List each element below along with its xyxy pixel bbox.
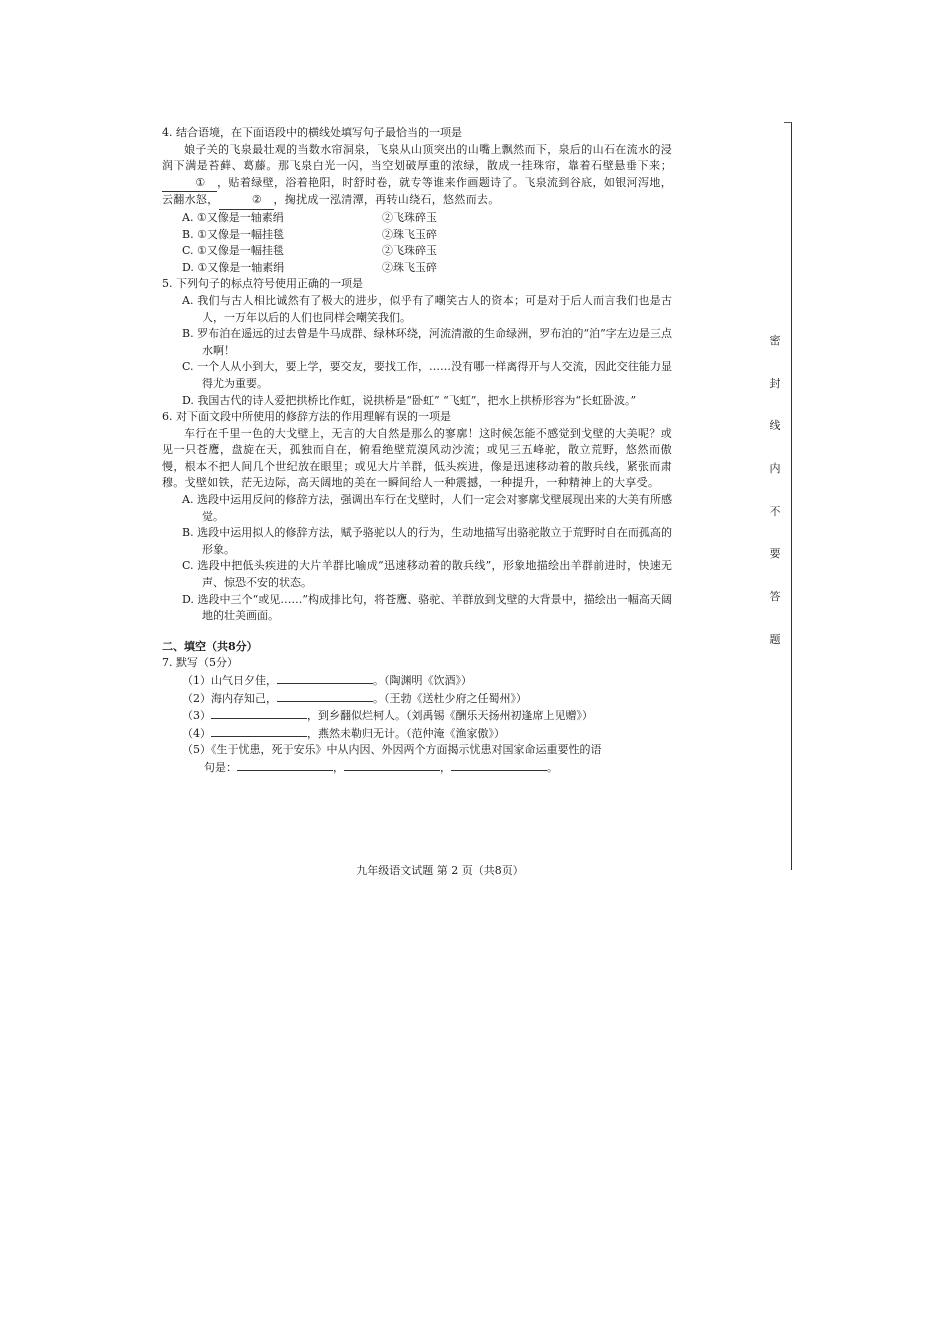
fill-suffix: ，燕然未勒归无计。（范仲淹《渔家傲》） — [307, 726, 505, 740]
fill-prefix: （1）山气日夕佳， — [182, 674, 277, 687]
fill-items — [162, 672, 672, 777]
fill-item-2 — [182, 690, 672, 708]
fill-item-3 — [182, 707, 672, 725]
option-c: C. 一个人从小到大，要上学，要交友，要找工作，……没有哪一样离得开与人交流，因此交往能力显得尤为重要。 — [182, 360, 672, 390]
fill-suffix: ，到乡翻似烂柯人。（刘禹锡《酬乐天扬州初逢席上见赠》） — [307, 709, 593, 723]
binding-notice-char: 密 — [769, 334, 781, 347]
fill-separator: ， — [333, 760, 344, 774]
option-row — [162, 260, 672, 277]
fill-prefix: （3） — [182, 709, 211, 723]
fill-prefix: 句是： — [204, 760, 237, 774]
question-7 — [162, 655, 672, 776]
passage-text: ，掬扰成一泓清潭，再转山绕石，悠然而去。 — [273, 193, 500, 207]
page-footer: 九年级语文试题 第 2 页（共8页） — [356, 864, 524, 877]
fill-separator: ， — [440, 760, 451, 774]
passage-text: 娘子关的飞泉最壮观的当数水帘洞泉，飞泉从山顶突出的山嘴上飘然而下，泉后的山石在流水的浸润下满是苔藓、葛藤。那飞泉白光一闪，当空划破厚重的浓绿，散成一挂珠帘，靠着石壁悬垂下来； — [162, 142, 672, 173]
binding-notice-char: 要 — [769, 547, 781, 561]
option-b-part2: ②珠飞玉碎 — [382, 227, 437, 241]
option-row — [162, 243, 672, 260]
fill-suffix: 。（陶渊明《饮酒》） — [373, 674, 472, 687]
fill-item-5 — [182, 742, 672, 759]
answer-blank[interactable] — [211, 725, 307, 737]
question-4-head: 4. 结合语境，在下面语段中的横线处填写句子最恰当的一项是 — [162, 126, 462, 139]
fill-prefix: （5）《生于忧患，死于安乐》中从内因、外因两个方面揭示忧患对国家命运重要性的语 — [182, 743, 602, 757]
fill-item-4 — [182, 725, 672, 743]
fill-suffix: 。（王勃《送杜少府之任蜀州》） — [373, 691, 527, 705]
answer-blank-1 — [162, 175, 217, 193]
option-d-part2: ②珠飞玉碎 — [382, 260, 437, 274]
blank-label: ① — [195, 175, 206, 189]
question-4 — [162, 125, 672, 276]
binding-notice-char: 答 — [769, 590, 781, 604]
question-5-head: 5. 下列句子的标点符号使用正确的一项是 — [162, 277, 363, 291]
question-4-passage — [162, 142, 672, 210]
question-6 — [162, 409, 672, 625]
question-7-head: 7. 默写（5分） — [162, 656, 238, 670]
option-c-part2: ②飞珠碎玉 — [382, 244, 437, 258]
option-b-part1: B. ①又像是一幅挂毯 — [182, 227, 284, 241]
binding-line-tick — [784, 122, 792, 123]
passage-text: ，贴着绿壁，浴着艳阳，时舒时卷，就专等谁来作画题诗了。飞泉流到谷底，如银河泻地，云翻水怒， — [162, 175, 672, 207]
option-c-part1: C. ①又像是一幅挂毯 — [182, 244, 284, 258]
fill-suffix: 。 — [547, 760, 558, 774]
option-a: A. 选段中运用反问的修辞方法，强调出车行在戈壁时，人们一定会对寥廓戈壁展现出来的大美有所感觉。 — [182, 493, 672, 523]
fill-item-5-line2 — [182, 759, 672, 777]
binding-line — [791, 122, 792, 870]
option-a-part2: ②飞珠碎玉 — [382, 210, 437, 224]
binding-notice-char: 线 — [769, 419, 781, 433]
fill-prefix: （4） — [182, 726, 211, 740]
option-d-part1: D. ①又像是一轴素绢 — [182, 260, 285, 274]
option-c: C. 选段中把低头疾进的大片羊群比喻成“迅速移动着的散兵线”，形象地描绘出羊群前进时，快速无声、惊恐不安的状态。 — [182, 559, 672, 590]
binding-notice — [765, 332, 785, 674]
section-heading: 二、填空（共8分） — [162, 639, 258, 653]
exam-content — [162, 125, 672, 777]
binding-notice-char: 封 — [769, 376, 781, 390]
question-5 — [162, 276, 672, 409]
answer-blank[interactable] — [211, 707, 307, 719]
answer-blank[interactable] — [344, 759, 440, 771]
fill-item-1 — [182, 672, 672, 690]
question-6-passage: 车行在千里一色的大戈壁上，无言的大自然是那么的寥廓！这时候怎能不感觉到戈壁的大美呢？或见一只苍鹰，盘旋在天，孤独而自在，俯看绝壁荒漠风动沙流；或见三五峰驼，散立荒野，悠然而傲慢，根本不把人间几个世纪放在眼里；或见大片羊群，低头疾进，像是迅速移动着的散兵线，紧张而肃穆。戈壁如铁，茫无边际，高天阔地的美在一瞬间给人一种震撼，一种提升，一种精神上的大享受。 — [162, 426, 672, 490]
option-d: D. 选段中三个“或见……”构成排比句，将苍鹰、骆驼、羊群放到戈壁的大背景中，描绘出一幅高天阔地的壮美画面。 — [182, 592, 672, 623]
answer-blank[interactable] — [451, 759, 547, 771]
blank-label: ② — [251, 193, 263, 207]
binding-notice-char: 题 — [769, 632, 781, 646]
binding-notice-char: 不 — [769, 504, 781, 518]
option-row — [162, 210, 672, 227]
answer-blank[interactable] — [277, 672, 373, 684]
option-b: B. 选段中运用拟人的修辞方法，赋予骆驼以人的行为，生动地描写出骆驼散立于荒野时自在而孤高的形象。 — [182, 526, 672, 556]
answer-blank[interactable] — [277, 690, 373, 702]
binding-notice-char: 内 — [769, 462, 781, 476]
option-b: B. 罗布泊在遥远的过去曾是牛马成群、绿林环绕，河流清澈的生命绿洲，罗布泊的“泊”字左边是三点水啊！ — [182, 327, 672, 357]
answer-blank-2 — [219, 192, 274, 210]
answer-blank[interactable] — [237, 759, 333, 771]
option-row — [162, 227, 672, 244]
fill-prefix: （2）海内存知己， — [182, 691, 277, 705]
option-d: D. 我国古代的诗人爱把拱桥比作虹，说拱桥是“卧虹” “飞虹”，把水上拱桥形容为“长虹卧波。” — [182, 393, 637, 407]
option-a-part1: A. ①又像是一轴素绢 — [182, 210, 284, 224]
question-6-head: 6. 对下面文段中所使用的修辞方法的作用理解有误的一项是 — [162, 410, 451, 424]
option-a: A. 我们与古人相比诚然有了极大的进步，似乎有了嘲笑古人的资本；可是对于后人而言我们也是古人，一万年以后的人们也同样会嘲笑我们。 — [182, 293, 672, 324]
